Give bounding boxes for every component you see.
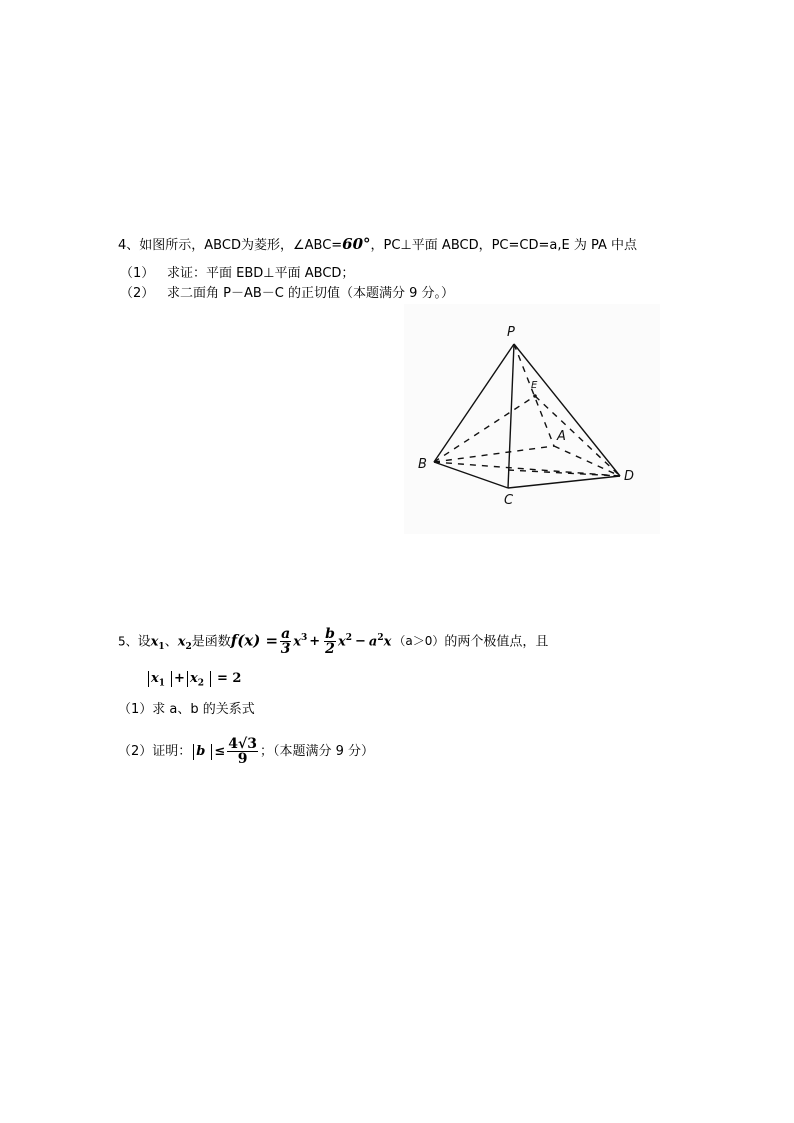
var-x1-sub: 1 [158,641,165,652]
cond-plus: + [174,671,185,686]
problem5-condition [146,668,241,690]
problem4-sub2 [120,286,454,302]
separator: 、 [164,634,178,650]
frac1-num: a [281,626,291,643]
term1-var: x [293,634,301,650]
is-function-text: 是函数 [191,634,231,650]
condition: （a＞0） [393,634,445,649]
problem5-number: 5、 [118,634,138,649]
term3-coef: a [368,634,378,650]
minus-sign: − [354,634,366,650]
sub1-label: （1） [120,266,155,281]
abs-bar [193,744,194,760]
cond-x2-sub: 2 [197,678,204,689]
var-x1: x [150,634,159,650]
problem5-stem [118,623,549,658]
label-p: P [507,325,515,340]
abs-bar [210,671,211,687]
pyramid-diagram [404,304,660,534]
problem4-stem-part2: ，PC⊥平面 ABCD，PC=CD=a,E 为 PA 中点 [370,238,637,253]
term3-exp: 2 [377,633,384,643]
sub2-text: 求二面角 P－AB－C 的正切值（本题满分 9 分。） [167,286,455,301]
cond-eq: = 2 [216,671,242,686]
function-name: f(x) = [230,631,279,650]
label-a: A [557,429,566,444]
frac-num: 4√3 [228,736,257,752]
var-x2-sub: 2 [185,641,192,652]
pyramid-figure [404,304,660,534]
plus-sign: + [309,634,321,650]
frac2-num: b [325,626,335,643]
label-b: B [418,457,427,472]
angle-value: 60° [342,235,371,253]
problem4-stem-part1: 如图所示，ABCD为菱形，∠ABC= [139,238,343,253]
problem4-stem [118,236,637,254]
abs-bar [148,671,149,687]
term2-var: x [337,634,346,650]
problem5-sub2 [118,732,374,772]
le-sign: ≤ [214,744,226,759]
frac1-den: 3 [280,641,291,658]
fraction-4sqrt3-over-9 [227,737,258,766]
problem5-sub1: （1）求 a、b 的关系式 [118,702,255,717]
sub2-prefix: （2）证明： [118,744,192,759]
term1-exp: 3 [300,633,308,643]
label-e: E [531,380,538,391]
abs-bar [187,671,188,687]
cond-x2: x [189,671,198,686]
problem4-sub1 [120,266,354,282]
frac-den: 9 [237,751,248,767]
problem4-number: 4、 [118,238,140,253]
term2-exp: 2 [345,633,352,643]
problem5-tail: 的两个极值点，且 [444,634,549,650]
fraction-b-over-2 [324,627,336,656]
label-d: D [624,469,635,484]
frac2-den: 2 [325,641,335,658]
fraction-a-over-3 [280,627,291,656]
abs-bar [211,744,212,760]
sub2-suffix: ；（本题满分 9 分） [259,744,375,759]
var-x2: x [177,634,186,650]
cond-x1-sub: 1 [158,678,166,689]
term3-var: x [383,634,392,650]
sub2-var: b [196,744,206,759]
sub2-label: （2） [120,286,155,301]
label-c: C [504,493,514,508]
abs-bar [171,671,172,687]
problem5-intro: 设 [137,634,151,650]
sub1-text: 求证：平面 EBD⊥平面 ABCD； [167,266,355,281]
cond-x1: x [151,671,159,686]
